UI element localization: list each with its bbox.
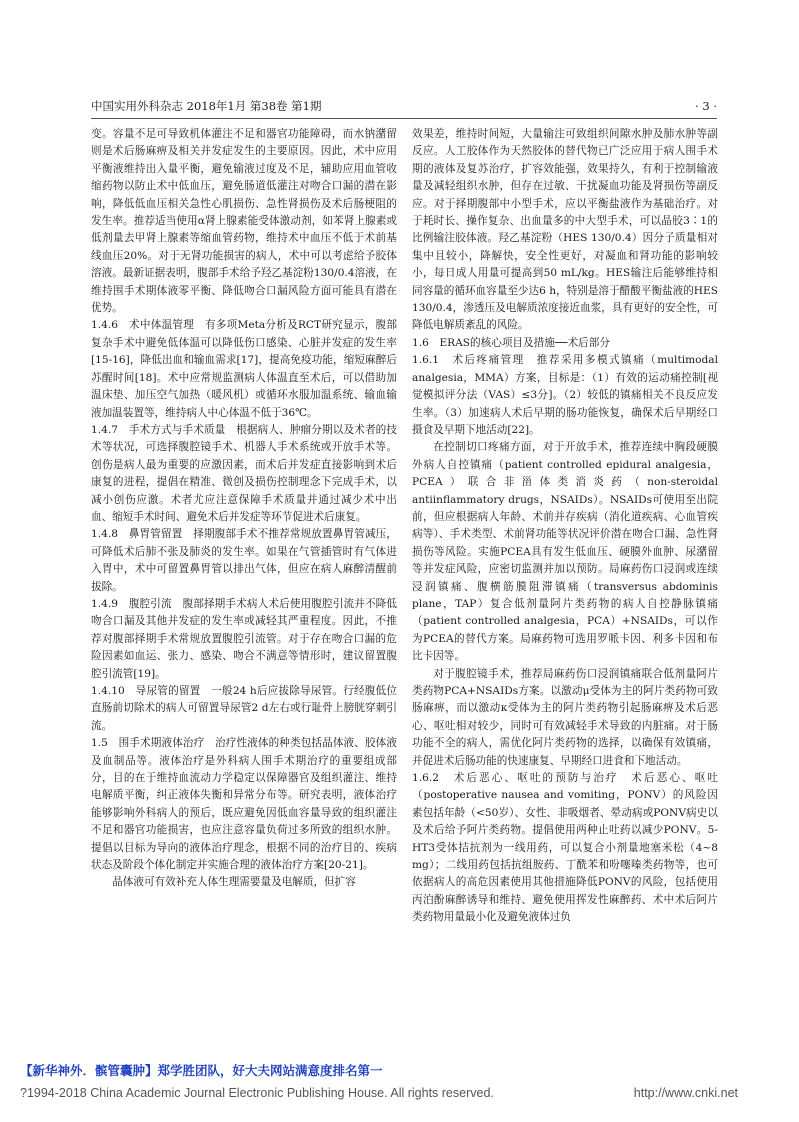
copyright-line <box>20 1084 780 1102</box>
header-rule <box>91 118 717 119</box>
section-paragraph: 1.5 围手术期液体治疗 治疗性液体的种类包括晶体液、胶体液及血制品等。液体治疗是外科病人围手术期治疗的重要组成部分，目的在于维持血流动力学稳定以保障器官及组织灌注、维持电解质平衡，纠正液体失衡和异常分布等。研究表明，液体治疗能够影响外科病人的预后，既应避免因低血容量导致的组织灌注不足和器官功能损害，也应注意容量负荷过多所致的组织水肿。提倡以目标为导向的液体治疗理念，根据不同的治疗目的、疾病状态及阶段个体化制定并实施合理的液体治疗方案[20-21]。 <box>91 737 397 872</box>
copyright-text: ?1994-2018 China Academic Journal Electronic Publishing House. All rights reserved. <box>20 1086 494 1100</box>
section-paragraph: 1.4.6 术中体温管理 有多项Meta分析及RCT研究显示，腹部复杂手术中避免低体温可以降低伤口感染、心脏并发症的发生率[15-16]，降低出血和输血需求[17]，提高免疫功能，缩短麻醉后苏醒时间[18]。术中应常规监测病人体温直至术后，可以借助加温床垫、加压空气加热（暖风机）或循环水服加温系统、输血输液加温装置等，维持病人中心体温不低于36℃。 <box>91 319 397 419</box>
section-paragraph: 1.6.2 术后恶心、呕吐的预防与治疗 术后恶心、呕吐（postoperative nausea and vomiting，PONV）的风险因素包括年龄（<50岁）、女性、非吸烟者、晕动病或PONV病史以及术后给予阿片类药物。提倡使用两种止吐药以减少PONV。5-HT3受体拮抗剂为一线用药，可以复合小剂量地塞米松（4~8 mg）；二线用药包括抗组胺药、丁酰苯和吩噻嗪类药物等，也可依据病人的高危因素使用其他措施降低PONV的风险，包括使用丙泊酚麻醉诱导和维持、避免使用挥发性麻醉药、术中术后阿片类药物用量最小化及避免液体过负 <box>412 772 718 924</box>
journal-title: 中国实用外科杂志 2018年1月 第38卷 第1期 <box>91 99 322 113</box>
right-column <box>412 126 718 927</box>
cnki-url[interactable]: http://www.cnki.net <box>633 1086 738 1100</box>
section-paragraph: 1.4.7 手术方式与手术质量 根据病人、肿瘤分期以及术者的技术等状况，可选择腹腔镜手术、机器人手术系统或开放手术等。创伤是病人最为重要的应激因素，而术后并发症直接影响到术后康复的进程，提倡在精准、微创及损伤控制理念下完成手术，以减小创伤应激。术者尤应注意保障手术质量并通过减少术中出血、缩短手术时间、避免术后并发症等环节促进术后康复。 <box>91 423 397 523</box>
page-number: · 3 · <box>695 99 717 113</box>
body-paragraph: 对于腹腔镜手术，推荐局麻药伤口浸润镇痛联合低剂量阿片类药物PCA+NSAIDs方案。以激动μ受体为主的阿片类药物可致肠麻痹，而以激动κ受体为主的阿片类药物引起肠麻痹及术后恶心、呕吐相对较少，同时可有效减轻手术导致的内脏痛。对于肠功能不全的病人，需优化阿片类药物的选择，以确保有效镇痛，并促进术后肠功能的快速康复、早期经口进食和下地活动。 <box>412 667 718 767</box>
section-paragraph: 1.6.1 术后疼痛管理 推荐采用多模式镇痛（multimodal analgesia，MMA）方案，目标是：（1）有效的运动痛控制[视觉模拟评分法（VAS）≤3分]。（2）较低的镇痛相关不良反应发生率。（3）加速病人术后早期的肠功能恢复，确保术后早期经口摄食及早期下地活动[22]。 <box>412 354 718 436</box>
left-column <box>91 126 397 892</box>
section-paragraph: 1.4.8 鼻胃管留置 择期腹部手术不推荐常规放置鼻胃管减压，可降低术后肺不张及肺炎的发生率。如果在气管插管时有气体进入胃中，术中可留置鼻胃管以排出气体，但应在病人麻醉清醒前拔除。 <box>91 528 397 593</box>
body-paragraph: 效果差，维持时间短，大量输注可致组织间隙水肿及肺水肿等副反应。人工胶体作为天然胶体的替代物已广泛应用于病人围手术期的液体及复苏治疗，扩容效能强，效果持久，有利于控制输液量及减轻组织水肿，但存在过敏、干扰凝血功能及肾损伤等副反应。对于择期腹部中小型手术，应以平衡盐液作为基础治疗。对于耗时长、操作复杂、出血量多的中大型手术，可以晶胶3∶1的比例输注胶体液。羟乙基淀粉（HES 130/0.4）因分子质量相对集中且较小，降解快，安全性更好，对凝血和肾功能的影响较小，每日成人用量可提高到50 mL/kg。HES输注后能够维持相同容量的循环血容量至少达6 h，特别是溶于醋酸平衡盐液的HES 130/0.4，渗透压及电解质浓度接近血浆，具有更好的安全性，可降低电解质紊乱的风险。 <box>412 128 719 332</box>
advertisement-banner[interactable]: 【新华神外．髌管囊肿】郑学胜团队，好大夫网站满意度排名第一 <box>20 1063 383 1078</box>
body-paragraph: 晶体液可有效补充人体生理需要量及电解质，但扩容 <box>112 876 356 889</box>
section-paragraph: 1.4.9 腹腔引流 腹部择期手术病人术后使用腹腔引流并不降低吻合口漏及其他并发症的发生率或减轻其严重程度。因此，不推荐对腹部择期手术常规放置腹腔引流管。对于存在吻合口漏的危险因素如血运、张力、感染、吻合不满意等情形时，建议留置腹腔引流管[19]。 <box>91 597 397 680</box>
body-paragraph: 变。容量不足可导致机体灌注不足和器官功能障碍，而水钠潴留则是术后肠麻痹及相关并发症发生的主要原因。因此，术中应用平衡液维持出入量平衡，避免输液过度及不足，辅助应用血管收缩药物以防止术中低血压，避免肠道低灌注对吻合口漏的潜在影响，降低低血压相关急性心肌损伤、急性肾损伤及术后肠梗阻的发生率。推荐适当使用α肾上腺素能受体激动剂，如苯肾上腺素或低剂量去甲肾上腺素等缩血管药物，维持术中血压不低于术前基线血压20%。对于无肾功能损害的病人，术中可以考虑给予胶体溶液。最新证据表明，腹部手术给予羟乙基淀粉130/0.4溶液，在维持围手术期体液零平衡、降低吻合口漏风险方面可能具有潜在优势。 <box>91 128 397 315</box>
section-paragraph: 1.4.10 导尿管的留置 一般24 h后应拔除导尿管。行经腹低位直肠前切除术的病人可留置导尿管2 d左右或行耻骨上膀胱穿刺引流。 <box>91 685 397 732</box>
body-paragraph: 在控制切口疼痛方面，对于开放手术，推荐连续中胸段硬膜外病人自控镇痛（patient controlled epidural analgesia，PCEA）联合非甾体类消炎药（non-steroidal antiinflammatory drugs，NSAIDs）。NSAIDs可使用至出院前，但应根据病人年龄、术前并存疾病（消化道疾病、心血管疾病等）、手术类型、术前肾功能等状况评价潜在吻合口漏、急性肾损伤等风险。实施PCEA具有发生低血压、硬膜外血肿、尿潴留等并发症风险，应密切监测并加以预防。局麻药伤口浸润或连续浸润镇痛、腹横筋膜阻滞镇痛（transversus abdominis plane，TAP）复合低剂量阿片类药物的病人自控静脉镇痛（patient controlled analgesia，PCA）+NSAIDs，可以作为PCEA的替代方案。局麻药物可选用罗哌卡因、利多卡因和布比卡因等。 <box>412 441 718 663</box>
section-paragraph: 1.6 ERAS的核心项目及措施──术后部分 <box>412 336 610 349</box>
running-header <box>91 97 717 115</box>
